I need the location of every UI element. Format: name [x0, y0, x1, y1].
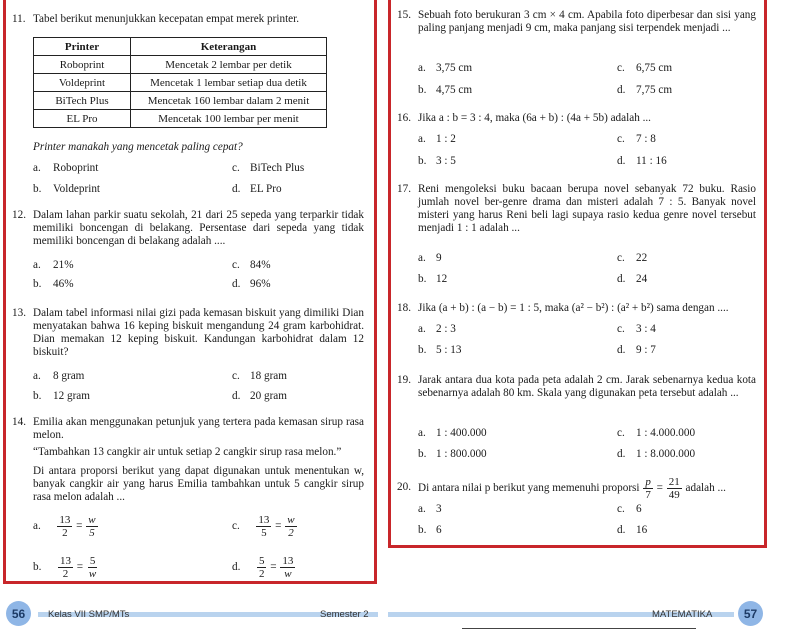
fraction-numerator: p — [645, 475, 651, 488]
q16-option-text: 3 : 5 — [436, 155, 456, 167]
q18-option-text: 3 : 4 — [636, 323, 656, 335]
q20-option-letter: b. — [418, 524, 427, 536]
q16-option-letter: c. — [617, 133, 625, 145]
q20-stem-end: adalah ... — [685, 482, 726, 494]
fraction — [86, 514, 97, 539]
q12-option-text: 84% — [250, 259, 271, 271]
fraction-numerator: w — [88, 513, 96, 526]
q15-option-text: 6,75 cm — [636, 62, 673, 74]
q18-option-text: 2 : 3 — [436, 323, 456, 335]
q11-option-text: BiTech Plus — [250, 162, 305, 174]
q13-option-letter: d. — [232, 390, 241, 402]
q14-option-b: b. $\frac{13}{2}$ = $\frac{5}{w}$ — [33, 554, 97, 580]
q16-stem: Jika a : b = 3 : 4, maka (6a + b) : (4a + 5b) adalah ... — [418, 112, 651, 124]
q11-question: Printer manakah yang mencetak paling cepat? — [33, 141, 243, 153]
q20-option-letter: a. — [418, 503, 426, 515]
q20-option-text: 6 — [436, 524, 442, 536]
fraction — [256, 514, 271, 539]
fraction-numerator: 5 — [258, 554, 265, 567]
q15-option-letter: a. — [418, 62, 426, 74]
fraction — [285, 514, 296, 539]
q18-option-text: 5 : 13 — [436, 344, 462, 356]
fraction — [58, 555, 73, 580]
q17-option-text: 12 — [436, 273, 448, 285]
q20-option-text: 3 — [436, 503, 442, 515]
q20-option-letter: c. — [617, 503, 625, 515]
q14-option-a: a. $\frac{13}{2}$ = $\frac{w}{5}$ — [33, 513, 96, 539]
q11-option-letter: c. — [232, 162, 240, 174]
fraction-numerator: w — [287, 513, 295, 526]
fraction-denominator: 7 — [645, 488, 651, 501]
q14-option-letter: a. — [33, 520, 41, 532]
q17-option-text: 22 — [636, 252, 648, 264]
q16-option-text: 7 : 8 — [636, 133, 656, 145]
q14-option-letter: b. — [33, 561, 42, 573]
q12-option-letter: c. — [232, 259, 240, 271]
q19-option-text: 1 : 4.000.000 — [636, 427, 696, 439]
fraction-numerator: 5 — [89, 554, 96, 567]
bottom-rule — [462, 628, 696, 629]
table-cell: Mencetak 100 lembar per menit — [131, 110, 327, 128]
fraction-denominator: 5 — [89, 526, 95, 539]
fraction-denominator: w — [88, 567, 97, 580]
q12-number: 12. — [12, 209, 26, 221]
q19-option-letter: d. — [617, 448, 626, 460]
fraction-denominator: 2 — [288, 526, 294, 539]
table-header: Keterangan — [131, 38, 327, 56]
fraction — [643, 476, 653, 501]
q20-option-text: 6 — [636, 503, 642, 515]
q13-option-letter: c. — [232, 370, 240, 382]
table-cell: Mencetak 1 lembar setiap dua detik — [131, 74, 327, 92]
q14-stem-2: Di antara proporsi berikut yang dapat digunakan untuk menentukan w, banyak cangkir air yang harus Emilia tambahkan untuk 5 cangkir sirup rasa melon adalah ... — [33, 465, 364, 503]
fraction-numerator: 13 — [258, 513, 270, 526]
q13-option-letter: b. — [33, 390, 42, 402]
q18-option-letter: d. — [617, 344, 626, 356]
q13-stem: Dalam tabel informasi nilai gizi pada kemasan biskuit yang dimiliki Dian menyatakan bahwa 16 keping biskuit mengandung 24 gram karbohidrat. Dian memakan 12 keping biskuit. Kandungan karbohidrat dalam 12 biskuit? — [33, 307, 364, 358]
fraction — [280, 555, 295, 580]
q13-option-text: 12 gram — [53, 390, 90, 402]
footer-semester: Semester 2 — [320, 609, 369, 620]
table-cell: Mencetak 2 lembar per detik — [131, 56, 327, 74]
fraction-numerator: 13 — [59, 554, 71, 567]
q16-number: 16. — [397, 112, 411, 124]
q14-option-letter: c. — [232, 520, 240, 532]
q18-option-letter: a. — [418, 323, 426, 335]
table-row — [34, 92, 327, 110]
q19-option-letter: a. — [418, 427, 426, 439]
q17-option-text: 9 — [436, 252, 442, 264]
q14-option-d: d. $\frac{5}{2}$ = $\frac{13}{w}$ — [232, 554, 294, 580]
q11-option-letter: a. — [33, 162, 41, 174]
q16-option-letter: d. — [617, 155, 626, 167]
q20-stem: Di antara nilai p berikut yang memenuhi proporsi $\frac{p}{7}$ = $\frac{21}{49}$ adalah ... — [418, 475, 726, 501]
q13-option-text: 20 gram — [250, 390, 287, 402]
q11-option-text: EL Pro — [250, 183, 282, 195]
q19-option-text: 1 : 400.000 — [436, 427, 487, 439]
fraction-numerator: 21 — [668, 475, 680, 488]
q13-number: 13. — [12, 307, 26, 319]
fraction — [257, 555, 267, 580]
q14-number: 14. — [12, 416, 26, 428]
q12-option-letter: a. — [33, 259, 41, 271]
q15-option-letter: b. — [418, 84, 427, 96]
q18-option-text: 9 : 7 — [636, 344, 656, 356]
table-row — [34, 110, 327, 128]
q12-option-text: 21% — [53, 259, 74, 271]
q18-option-letter: b. — [418, 344, 427, 356]
q11-option-text: Roboprint — [53, 162, 99, 174]
q11-number: 11. — [12, 13, 26, 25]
fraction-numerator: 13 — [282, 554, 294, 567]
table-cell: Mencetak 160 lembar dalam 2 menit — [131, 92, 327, 110]
q15-option-letter: d. — [617, 84, 626, 96]
q18-number: 18. — [397, 302, 411, 314]
q18-option-letter: c. — [617, 323, 625, 335]
q20-stem-text: Di antara nilai p berikut yang memenuhi proporsi — [418, 482, 640, 494]
footer-subject: MATEMATIKA — [652, 609, 713, 620]
q18-stem: Jika (a + b) : (a − b) = 1 : 5, maka (a² − b²) : (a² + b²) sama dengan .... — [418, 302, 729, 314]
q19-option-text: 1 : 8.000.000 — [636, 448, 696, 460]
q17-option-letter: a. — [418, 252, 426, 264]
footer-book-title: Kelas VII SMP/MTs — [48, 609, 130, 620]
q17-option-letter: b. — [418, 273, 427, 285]
page-number-left: 56 — [6, 601, 31, 626]
q20-option-text: 16 — [636, 524, 648, 536]
q12-option-letter: b. — [33, 278, 42, 290]
page-number-right: 57 — [738, 601, 763, 626]
q13-option-letter: a. — [33, 370, 41, 382]
q15-number: 15. — [397, 9, 411, 21]
q16-option-text: 1 : 2 — [436, 133, 456, 145]
q11-option-letter: b. — [33, 183, 42, 195]
fraction-denominator: 49 — [668, 488, 680, 501]
q16-option-text: 11 : 16 — [636, 155, 667, 167]
q19-number: 19. — [397, 374, 411, 386]
table-cell: Voldeprint — [34, 74, 131, 92]
q20-option-letter: d. — [617, 524, 626, 536]
fraction — [667, 476, 682, 501]
fraction-denominator: 2 — [258, 567, 265, 580]
q17-option-text: 24 — [636, 273, 648, 285]
printer-table — [33, 37, 327, 128]
q19-stem: Jarak antara dua kota pada peta adalah 2 cm. Jarak sebenarnya kedua kota sebenarnya adalah 80 km. Skala yang digunakan peta tersebut adalah ... — [418, 374, 756, 399]
fraction-numerator: 13 — [59, 513, 71, 526]
q12-option-text: 96% — [250, 278, 271, 290]
page-footer — [0, 600, 788, 630]
fraction-denominator: 2 — [62, 567, 69, 580]
q20-number: 20. — [397, 481, 411, 493]
q17-option-letter: d. — [617, 273, 626, 285]
q12-option-text: 46% — [53, 278, 74, 290]
q14-option-letter: d. — [232, 561, 241, 573]
q13-option-text: 8 gram — [53, 370, 85, 382]
q15-option-text: 7,75 cm — [636, 84, 673, 96]
fraction-denominator: 5 — [261, 526, 267, 539]
q17-number: 17. — [397, 183, 411, 195]
q14-stem: Emilia akan menggunakan petunjuk yang tertera pada kemasan sirup rasa melon. — [33, 416, 364, 441]
q13-option-text: 18 gram — [250, 370, 287, 382]
q15-option-letter: c. — [617, 62, 625, 74]
q15-option-text: 4,75 cm — [436, 84, 473, 96]
table-cell: BiTech Plus — [34, 92, 131, 110]
q12-stem: Dalam lahan parkir suatu sekolah, 21 dari 25 sepeda yang terparkir tidak memiliki boncengan di belakang. Persentase dari sepeda yang tidak memiliki boncengan di belakang adalah .... — [33, 209, 364, 247]
table-cell: EL Pro — [34, 110, 131, 128]
q14-option-c: c. $\frac{13}{5}$ = $\frac{w}{2}$ — [232, 513, 295, 539]
q19-option-letter: c. — [617, 427, 625, 439]
table-cell: Roboprint — [34, 56, 131, 74]
fraction — [87, 555, 98, 580]
q17-option-letter: c. — [617, 252, 625, 264]
table-row — [34, 74, 327, 92]
q16-option-letter: a. — [418, 133, 426, 145]
table-row — [34, 56, 327, 74]
q19-option-letter: b. — [418, 448, 427, 460]
q15-option-text: 3,75 cm — [436, 62, 473, 74]
q11-option-text: Voldeprint — [53, 183, 101, 195]
q14-quote: “Tambahkan 13 cangkir air untuk setiap 2 cangkir sirup rasa melon.” — [33, 446, 342, 458]
q12-option-letter: d. — [232, 278, 241, 290]
fraction-denominator: w — [284, 567, 292, 580]
q15-stem: Sebuah foto berukuran 3 cm × 4 cm. Apabila foto diperbesar dan sisi yang paling panjang menjadi 9 cm, maka panjang sisi terpendek menjadi ... — [418, 9, 756, 34]
table-header: Printer — [34, 38, 131, 56]
q17-stem: Reni mengoleksi buku bacaan berupa novel sebanyak 72 buku. Rasio jumlah novel ber-genre drama dan misteri adalah 7 : 5. Banyak novel misteri yang harus Reni beli lagi supaya rasio kedua genre novel tersebut menjadi 1 : 1 adalah ... — [418, 183, 756, 234]
fraction — [57, 514, 72, 539]
fraction-denominator: 2 — [62, 526, 68, 539]
q16-option-letter: b. — [418, 155, 427, 167]
q11-stem: Tabel berikut menunjukkan kecepatan empat merek printer. — [33, 13, 300, 25]
q19-option-text: 1 : 800.000 — [436, 448, 487, 460]
q11-option-letter: d. — [232, 183, 241, 195]
